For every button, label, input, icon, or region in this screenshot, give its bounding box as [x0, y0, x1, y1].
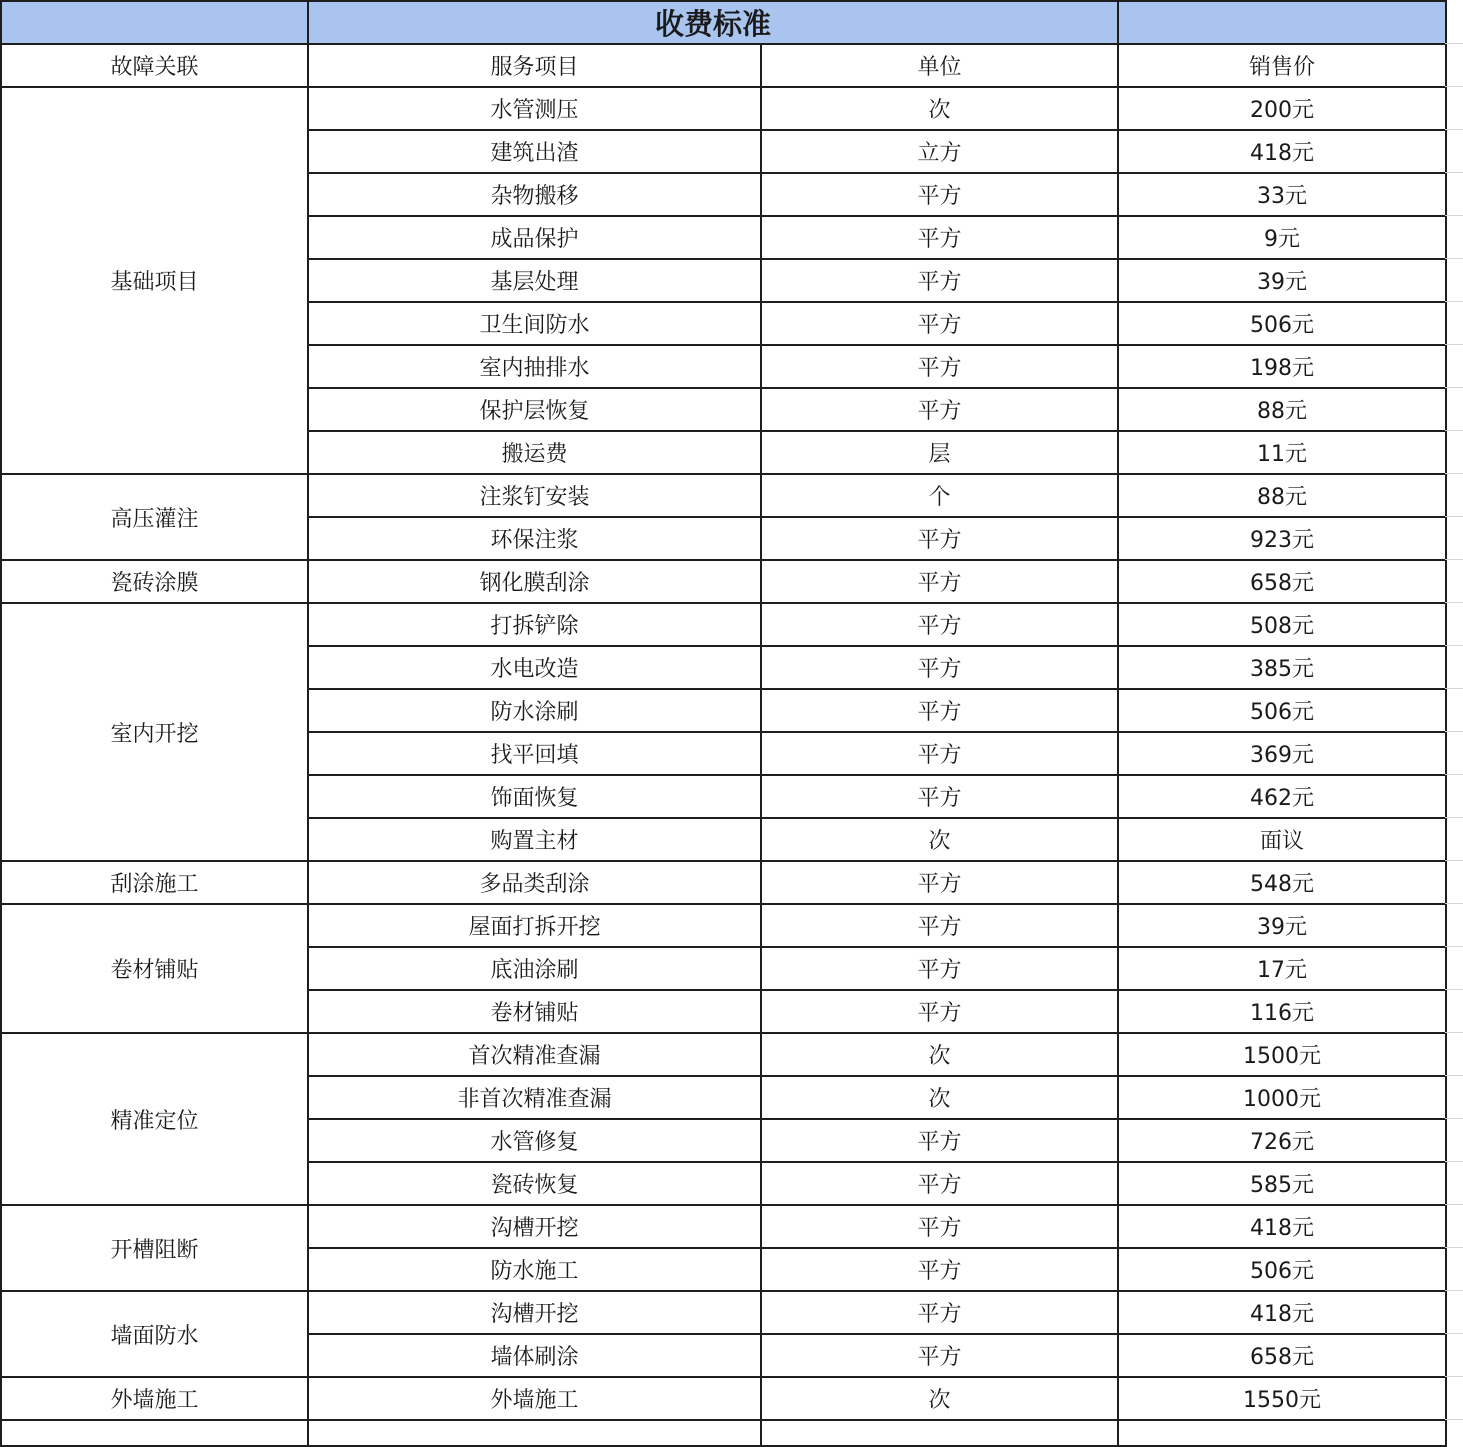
empty-cell[interactable] [308, 1420, 761, 1446]
price-cell[interactable]: 418元 [1118, 1205, 1446, 1248]
unit-cell[interactable]: 次 [761, 1033, 1118, 1076]
price-cell[interactable]: 116元 [1118, 990, 1446, 1033]
unit-cell[interactable]: 平方 [761, 345, 1118, 388]
unit-cell[interactable]: 平方 [761, 732, 1118, 775]
sheet-gridline [1445, 989, 1463, 990]
service-cell[interactable]: 水电改造 [308, 646, 761, 689]
price-cell[interactable]: 198元 [1118, 345, 1446, 388]
price-cell[interactable]: 1000元 [1118, 1076, 1446, 1119]
price-cell[interactable]: 923元 [1118, 517, 1446, 560]
table-row [1, 861, 1446, 904]
sheet-gridline [1445, 86, 1463, 87]
service-cell[interactable]: 水管测压 [308, 87, 761, 130]
category-cell[interactable]: 基础项目 [1, 87, 308, 474]
sheet-gridline [1445, 172, 1463, 173]
service-cell[interactable]: 卷材铺贴 [308, 990, 761, 1033]
category-cell[interactable]: 刮涂施工 [1, 861, 308, 904]
service-cell[interactable]: 首次精准查漏 [308, 1033, 761, 1076]
sheet-gridline [1445, 1161, 1463, 1162]
table-title[interactable]: 收费标准 [308, 1, 1118, 44]
empty-row [1, 1420, 1446, 1446]
service-cell[interactable]: 建筑出渣 [308, 130, 761, 173]
service-cell[interactable]: 基层处理 [308, 259, 761, 302]
price-cell[interactable]: 385元 [1118, 646, 1446, 689]
table-row [1, 1033, 1446, 1076]
table-row [1, 904, 1446, 947]
sheet-gridline [1445, 731, 1463, 732]
price-cell[interactable]: 508元 [1118, 603, 1446, 646]
service-cell[interactable]: 保护层恢复 [308, 388, 761, 431]
unit-cell[interactable]: 平方 [761, 775, 1118, 818]
table-row [1, 87, 1446, 130]
service-cell[interactable]: 饰面恢复 [308, 775, 761, 818]
table-row [1, 603, 1446, 646]
unit-cell[interactable]: 平方 [761, 990, 1118, 1033]
service-cell[interactable]: 底油涂刷 [308, 947, 761, 990]
unit-cell[interactable]: 平方 [761, 1248, 1118, 1291]
service-cell[interactable]: 防水施工 [308, 1248, 761, 1291]
unit-cell[interactable]: 平方 [761, 302, 1118, 345]
category-cell[interactable]: 精准定位 [1, 1033, 308, 1205]
table-row [1, 1377, 1446, 1420]
sheet-gridline [1445, 1247, 1463, 1248]
empty-cell[interactable] [1, 1420, 308, 1446]
sheet-gridline [1445, 1032, 1463, 1033]
empty-cell[interactable] [761, 1420, 1118, 1446]
service-cell[interactable]: 防水涂刷 [308, 689, 761, 732]
unit-cell[interactable]: 平方 [761, 1334, 1118, 1377]
category-cell[interactable]: 室内开挖 [1, 603, 308, 861]
table-row [1, 560, 1446, 603]
service-cell[interactable]: 沟槽开挖 [308, 1205, 761, 1248]
service-cell[interactable]: 沟槽开挖 [308, 1291, 761, 1334]
price-cell[interactable]: 17元 [1118, 947, 1446, 990]
service-cell[interactable]: 找平回填 [308, 732, 761, 775]
price-cell[interactable]: 548元 [1118, 861, 1446, 904]
sheet-gridline [1445, 215, 1463, 216]
sheet-gridline [1445, 1075, 1463, 1076]
price-cell[interactable]: 506元 [1118, 1248, 1446, 1291]
sheet-gridline [1445, 43, 1463, 44]
service-cell[interactable]: 搬运费 [308, 431, 761, 474]
header-price[interactable]: 销售价 [1118, 44, 1446, 87]
category-cell[interactable]: 瓷砖涂膜 [1, 560, 308, 603]
sheet-gridline [1445, 1376, 1463, 1377]
sheet-gridline [1445, 1290, 1463, 1291]
title-left-cell[interactable] [1, 1, 308, 44]
price-table-body [1, 1, 1446, 1446]
unit-cell[interactable]: 平方 [761, 388, 1118, 431]
unit-cell[interactable]: 平方 [761, 861, 1118, 904]
service-cell[interactable]: 杂物搬移 [308, 173, 761, 216]
unit-cell[interactable]: 次 [761, 87, 1118, 130]
service-cell[interactable]: 多品类刮涂 [308, 861, 761, 904]
title-right-cell[interactable] [1118, 1, 1446, 44]
sheet-gridline [1445, 645, 1463, 646]
price-cell[interactable]: 418元 [1118, 1291, 1446, 1334]
sheet-gridline [1445, 387, 1463, 388]
price-cell[interactable]: 33元 [1118, 173, 1446, 216]
unit-cell[interactable]: 平方 [761, 173, 1118, 216]
unit-cell[interactable]: 平方 [761, 603, 1118, 646]
header-unit[interactable]: 单位 [761, 44, 1118, 87]
unit-cell[interactable]: 个 [761, 474, 1118, 517]
unit-cell[interactable]: 平方 [761, 1291, 1118, 1334]
service-cell[interactable]: 环保注浆 [308, 517, 761, 560]
title-row [1, 1, 1446, 44]
sheet-gridline [1445, 688, 1463, 689]
unit-cell[interactable]: 平方 [761, 689, 1118, 732]
sheet-gridline [1445, 860, 1463, 861]
price-cell[interactable]: 585元 [1118, 1162, 1446, 1205]
header-service[interactable]: 服务项目 [308, 44, 761, 87]
header-row [1, 44, 1446, 87]
unit-cell[interactable]: 平方 [761, 1162, 1118, 1205]
sheet-gridline [1445, 1333, 1463, 1334]
price-cell[interactable]: 200元 [1118, 87, 1446, 130]
sheet-gridline [1445, 903, 1463, 904]
price-cell[interactable]: 462元 [1118, 775, 1446, 818]
service-cell[interactable]: 注浆钉安装 [308, 474, 761, 517]
sheet-gridline [1445, 946, 1463, 947]
service-cell[interactable]: 墙体刷涂 [308, 1334, 761, 1377]
table-row [1, 1205, 1446, 1248]
unit-cell[interactable]: 平方 [761, 259, 1118, 302]
unit-cell[interactable]: 平方 [761, 646, 1118, 689]
service-cell[interactable]: 成品保护 [308, 216, 761, 259]
service-cell[interactable]: 外墙施工 [308, 1377, 761, 1420]
category-cell[interactable]: 开槽阻断 [1, 1205, 308, 1291]
empty-cell[interactable] [1118, 1420, 1446, 1446]
price-cell[interactable]: 9元 [1118, 216, 1446, 259]
unit-cell[interactable]: 平方 [761, 517, 1118, 560]
price-cell[interactable]: 418元 [1118, 130, 1446, 173]
sheet-gridline [1445, 344, 1463, 345]
price-cell[interactable]: 658元 [1118, 560, 1446, 603]
unit-cell[interactable]: 平方 [761, 560, 1118, 603]
price-cell[interactable]: 726元 [1118, 1119, 1446, 1162]
price-cell[interactable]: 658元 [1118, 1334, 1446, 1377]
service-cell[interactable]: 室内抽排水 [308, 345, 761, 388]
unit-cell[interactable]: 平方 [761, 947, 1118, 990]
price-cell[interactable]: 88元 [1118, 474, 1446, 517]
service-cell[interactable]: 屋面打拆开挖 [308, 904, 761, 947]
price-cell[interactable]: 506元 [1118, 302, 1446, 345]
service-cell[interactable]: 非首次精准查漏 [308, 1076, 761, 1119]
sheet-gridline [1445, 1204, 1463, 1205]
unit-cell[interactable]: 平方 [761, 1119, 1118, 1162]
sheet-gridline [1445, 129, 1463, 130]
category-cell[interactable]: 卷材铺贴 [1, 904, 308, 1033]
sheet-gridline [1445, 1118, 1463, 1119]
price-cell[interactable]: 面议 [1118, 818, 1446, 861]
sheet-gridline [1445, 301, 1463, 302]
unit-cell[interactable]: 立方 [761, 130, 1118, 173]
price-cell[interactable]: 506元 [1118, 689, 1446, 732]
table-row [1, 1291, 1446, 1334]
price-cell[interactable]: 1500元 [1118, 1033, 1446, 1076]
sheet-gridline [1445, 430, 1463, 431]
price-cell[interactable]: 1550元 [1118, 1377, 1446, 1420]
unit-cell[interactable]: 平方 [761, 904, 1118, 947]
sheet-gridline [1445, 817, 1463, 818]
service-cell[interactable]: 卫生间防水 [308, 302, 761, 345]
service-cell[interactable]: 打拆铲除 [308, 603, 761, 646]
sheet-gridline [1445, 258, 1463, 259]
price-cell[interactable]: 88元 [1118, 388, 1446, 431]
service-cell[interactable]: 水管修复 [308, 1119, 761, 1162]
price-cell[interactable]: 39元 [1118, 259, 1446, 302]
sheet-gridline [1445, 774, 1463, 775]
table-row [1, 474, 1446, 517]
price-cell[interactable]: 11元 [1118, 431, 1446, 474]
unit-cell[interactable]: 平方 [761, 216, 1118, 259]
unit-cell[interactable]: 层 [761, 431, 1118, 474]
service-cell[interactable]: 瓷砖恢复 [308, 1162, 761, 1205]
unit-cell[interactable]: 次 [761, 818, 1118, 861]
unit-cell[interactable]: 次 [761, 1076, 1118, 1119]
sheet-gridline [1445, 516, 1463, 517]
category-cell[interactable]: 墙面防水 [1, 1291, 308, 1377]
category-cell[interactable]: 高压灌注 [1, 474, 308, 560]
sheet-gridline [1445, 602, 1463, 603]
service-cell[interactable]: 购置主材 [308, 818, 761, 861]
unit-cell[interactable]: 次 [761, 1377, 1118, 1420]
category-cell[interactable]: 外墙施工 [1, 1377, 308, 1420]
service-cell[interactable]: 钢化膜刮涂 [308, 560, 761, 603]
unit-cell[interactable]: 平方 [761, 1205, 1118, 1248]
price-cell[interactable]: 369元 [1118, 732, 1446, 775]
sheet-gridline [1445, 559, 1463, 560]
sheet-gridline [1445, 473, 1463, 474]
price-cell[interactable]: 39元 [1118, 904, 1446, 947]
header-category[interactable]: 故障关联 [1, 44, 308, 87]
sheet-gridline [1445, 1419, 1463, 1420]
